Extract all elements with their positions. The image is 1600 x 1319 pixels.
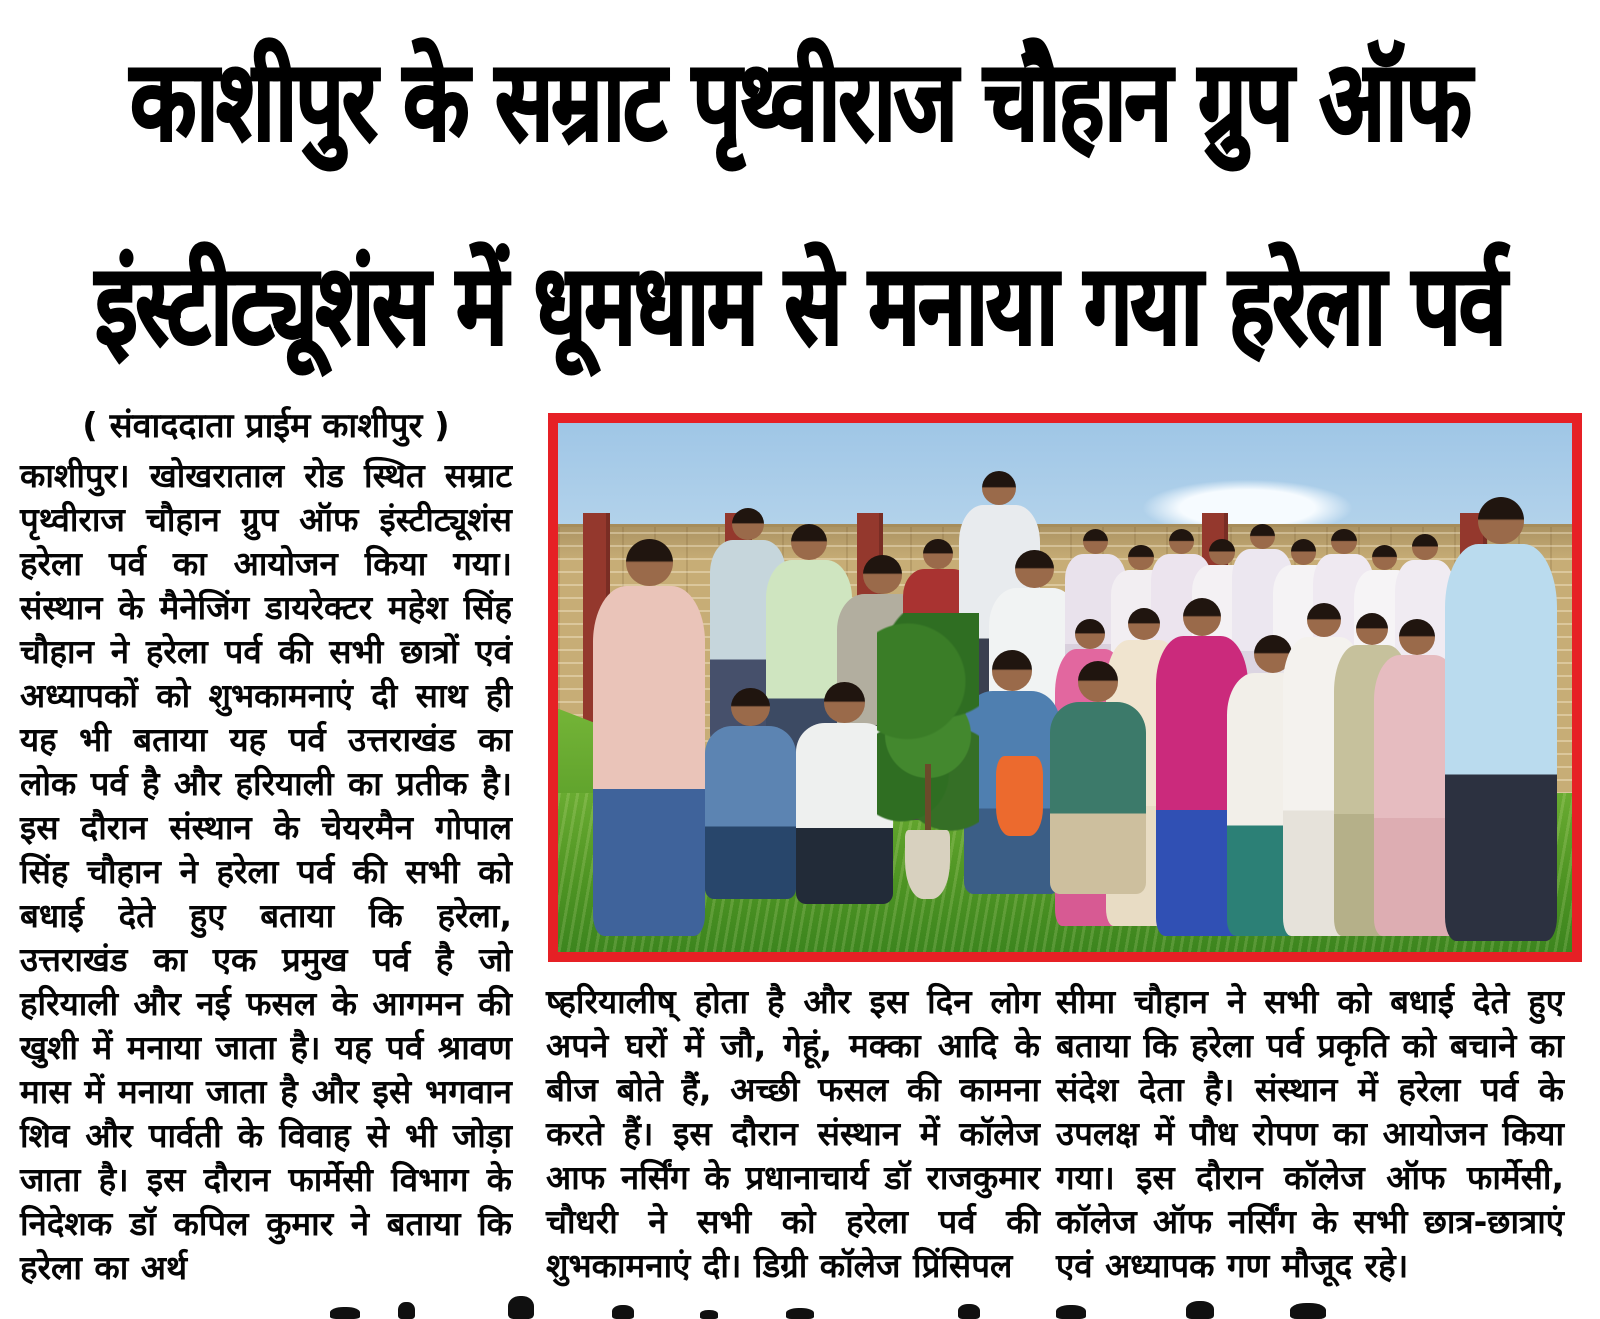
news-photo [548,413,1582,962]
person-head [1128,608,1160,640]
sapling-plant [877,613,978,856]
person-body [1050,702,1146,894]
headline-line-1: काशीपुर के सम्राट पृथ्वीराज चौहान ग्रुप ऑफ [130,37,1470,166]
byline: ( संवाददाता प्राईम काशीपुर ) [82,406,450,446]
person [593,539,705,936]
person-head [1478,497,1525,544]
person-head [1083,529,1109,555]
person [1445,497,1557,941]
planter-pot [905,830,951,899]
person [705,688,796,900]
article-text-left: काशीपुर। खोखराताल रोड स्थित सम्राट पृथ्वीराज चौहान ग्रुप ऑफ इंस्टीट्यूशंस हरेला पर्व का आयोजन किया गया। संस्थान के मैनेजिंग डायरेक्टर महेश सिंह चौहान ने हरेला पर्व की सभी छात्रों एवं अध्यापकों को शुभकामनाएं दी साथ ही यह भी बताया यह पर्व उत्तराखंड का लोक पर्व है और हरियाली का प्रतीक है। इस दौरान संस्थान के चेयरमैन गोपाल सिंह चौहान ने हरेला पर्व की सभी को बधाई देते हुए बताया कि हरेला, उत्तराखंड का एक प्रमुख पर्व है जो हरियाली और नई फसल के आगमन की खुशी में मनाया जाता है। यह पर्व श्रावण मास में मनाया जाता है और इसे भगवान शिव और पार्वती के विवाह से भी जोड़ा जाता है। इस दौरान फार्मेसी विभाग के निदेशक डॉ कपिल कुमार ने बताया कि हरेला का अर्थ [20,456,512,1287]
people-group [558,423,1572,952]
person-head [1331,529,1357,555]
person-head [626,539,673,586]
article-text-right: सीमा चौहान ने सभी को बधाई देते हुए बताया कि हरेला पर्व प्रकृति को बचाने का संदेश देता है। संस्थान में हरेला पर्व के उपलक्ष में पौध रोपण का आयोजन किया गया। इस दौरान कॉलेज ऑफ फार्मेसी, कॉलेज ऑफ नर्सिंग के सभी छात्र-छात्राएं एवं अध्यापक गण मौजूद रहे। [1056,982,1564,1285]
cutoff-text-fragment [1186,1301,1214,1319]
person-head [731,688,769,726]
person-body [1445,544,1557,942]
article-column-middle [546,980,1040,1310]
person-head [982,471,1016,505]
article-column-right [1056,980,1564,1310]
person-head [923,539,953,569]
person-head [1412,534,1438,560]
cutoff-text-fragment [1290,1303,1326,1319]
person-head [1078,661,1118,701]
person-head [1075,619,1105,649]
person-body [705,726,796,899]
person-head [732,508,764,540]
cutoff-text-fragment [958,1304,980,1319]
person [1050,661,1146,894]
orange-bag [996,756,1043,835]
person-body [593,586,705,936]
article-text-middle: ष्हरियालीष् होता है और इस दिन लोग अपने घरों में जौ, गेहूं, मक्का आदि के बीज बोते हैं, अच्छी फसल की कामना करते हैं। इस दौरान संस्थान में कॉलेज आफ नर्सिंग के प्रधानाचार्य डॉ राजकुमार चौधरी ने सभी को हरेला पर्व की शुभकामनाएं दी। डिग्री कॉलेज प्रिंसिपल [546,982,1040,1285]
photo-scene [558,423,1572,952]
person-head [1183,598,1221,636]
cutoff-text-fragment [398,1302,415,1319]
person-head [791,524,827,560]
headline-line-2: इंस्टीट्यूशंस में धूमधाम से मनाया गया हरेला पर्व [95,241,1505,370]
cutoff-text-fragment [612,1305,634,1319]
person-head [992,650,1032,690]
person-head [1372,545,1398,571]
person-head [824,682,864,722]
cutoff-text-fragment [508,1296,534,1319]
person-head [1250,524,1276,550]
person-head [1128,545,1154,571]
cutoff-text-fragment [1056,1305,1086,1319]
cutoff-text-fragment [786,1308,814,1319]
cutoff-text-fragment [700,1310,718,1319]
person-head [1209,539,1235,565]
article-column-left [20,402,512,1302]
person-head [1169,529,1195,555]
person-head [1291,539,1317,565]
person-head [863,555,901,593]
person-head [1015,550,1053,588]
cutoff-text-fragment [330,1307,360,1319]
person-head [1399,619,1435,655]
